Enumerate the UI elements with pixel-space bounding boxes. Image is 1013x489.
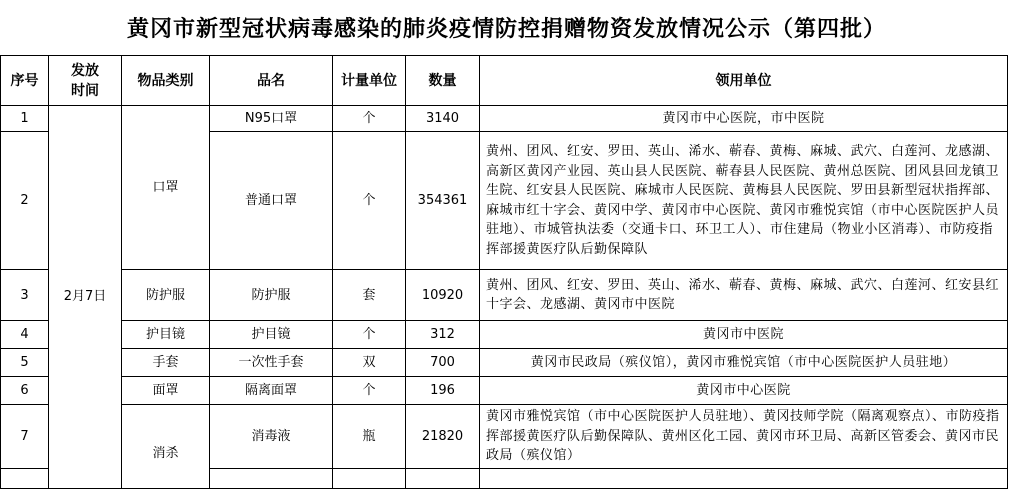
table-row	[1, 349, 1008, 377]
table-row	[1, 321, 1008, 349]
table-row	[1, 106, 1008, 132]
item-qty: 10920	[406, 270, 480, 321]
item-qty: 354361	[406, 132, 480, 270]
recipient-cell: 黄冈市中心医院，市中医院	[480, 106, 1008, 132]
table-row	[1, 270, 1008, 321]
recipient-cell: 黄州、团风、红安、罗田、英山、浠水、蕲春、黄梅、麻城、武穴、白莲河、龙感湖、高新区黄冈产业园、英山县人民医院、蕲春县人民医院、黄州总医院、团风县回龙镇卫生院、红安县人民医院、麻城市人民医院、黄梅县人民医院、罗田县新型冠状指挥部、麻城市红十字会、黄冈中学、黄冈市中心医院、黄冈市雅悦宾馆（市中心医院医护人员驻地）、市城管执法委（交通卡口、环卫工人）、市住建局（物业小区消毒）、市防疫指挥部援黄医疗队后勤保障队	[480, 132, 1008, 270]
category-cell: 口罩	[122, 106, 210, 270]
item-qty: 196	[406, 377, 480, 405]
item-unit	[333, 468, 406, 488]
row-no	[1, 468, 49, 488]
item-qty: 3140	[406, 106, 480, 132]
header-unit: 计量单位	[333, 56, 406, 106]
item-name: 普通口罩	[210, 132, 333, 270]
item-unit: 个	[333, 106, 406, 132]
category-cell: 防护服	[122, 270, 210, 321]
row-no: 4	[1, 321, 49, 349]
item-name: 护目镜	[210, 321, 333, 349]
item-name: 一次性手套	[210, 349, 333, 377]
page-title: 黄冈市新型冠状病毒感染的肺炎疫情防控捐赠物资发放情况公示（第四批）	[126, 17, 886, 42]
date-cell: 2月7日	[49, 106, 122, 489]
item-qty: 700	[406, 349, 480, 377]
recipient-cell: 黄冈市中医院	[480, 321, 1008, 349]
item-unit: 个	[333, 132, 406, 270]
header-qty: 数量	[406, 56, 480, 106]
category-cell: 面罩	[122, 377, 210, 405]
row-no: 5	[1, 349, 49, 377]
category-cell: 护目镜	[122, 321, 210, 349]
item-unit: 个	[333, 321, 406, 349]
recipient-cell: 黄州、团风、红安、罗田、英山、浠水、蕲春、黄梅、麻城、武穴、白莲河、红安县红十字会、龙感湖、黄冈市中医院	[480, 270, 1008, 321]
item-name	[210, 468, 333, 488]
recipient-cell	[480, 468, 1008, 488]
item-unit: 瓶	[333, 405, 406, 469]
row-no: 3	[1, 270, 49, 321]
category-cell: 消杀	[122, 405, 210, 489]
category-cell: 手套	[122, 349, 210, 377]
table-row	[1, 377, 1008, 405]
recipient-cell: 黄冈市中心医院	[480, 377, 1008, 405]
row-no: 7	[1, 405, 49, 469]
header-row	[1, 56, 1008, 106]
recipient-cell: 黄冈市雅悦宾馆（市中心医院医护人员驻地）、黄冈技师学院（隔离观察点）、市防疫指挥部援黄医疗队后勤保障队、黄州区化工园、黄冈市环卫局、高新区管委会、黄冈市民政局（殡仪馆）	[480, 405, 1008, 469]
row-no: 6	[1, 377, 49, 405]
item-unit: 双	[333, 349, 406, 377]
item-name: 隔离面罩	[210, 377, 333, 405]
header-name: 品名	[210, 56, 333, 106]
header-recipient: 领用单位	[480, 56, 1008, 106]
row-no: 1	[1, 106, 49, 132]
header-no: 序号	[1, 56, 49, 106]
item-qty: 21820	[406, 405, 480, 469]
item-name: N95口罩	[210, 106, 333, 132]
recipient-cell: 黄冈市民政局（殡仪馆），黄冈市雅悦宾馆（市中心医院医护人员驻地）	[480, 349, 1008, 377]
item-qty: 312	[406, 321, 480, 349]
table-row	[1, 405, 1008, 469]
item-unit: 套	[333, 270, 406, 321]
header-category: 物品类别	[122, 56, 210, 106]
item-unit: 个	[333, 377, 406, 405]
item-qty	[406, 468, 480, 488]
donation-table	[0, 55, 1008, 489]
item-name: 防护服	[210, 270, 333, 321]
header-date: 发放时间	[49, 56, 122, 106]
item-name: 消毒液	[210, 405, 333, 469]
row-no: 2	[1, 132, 49, 270]
